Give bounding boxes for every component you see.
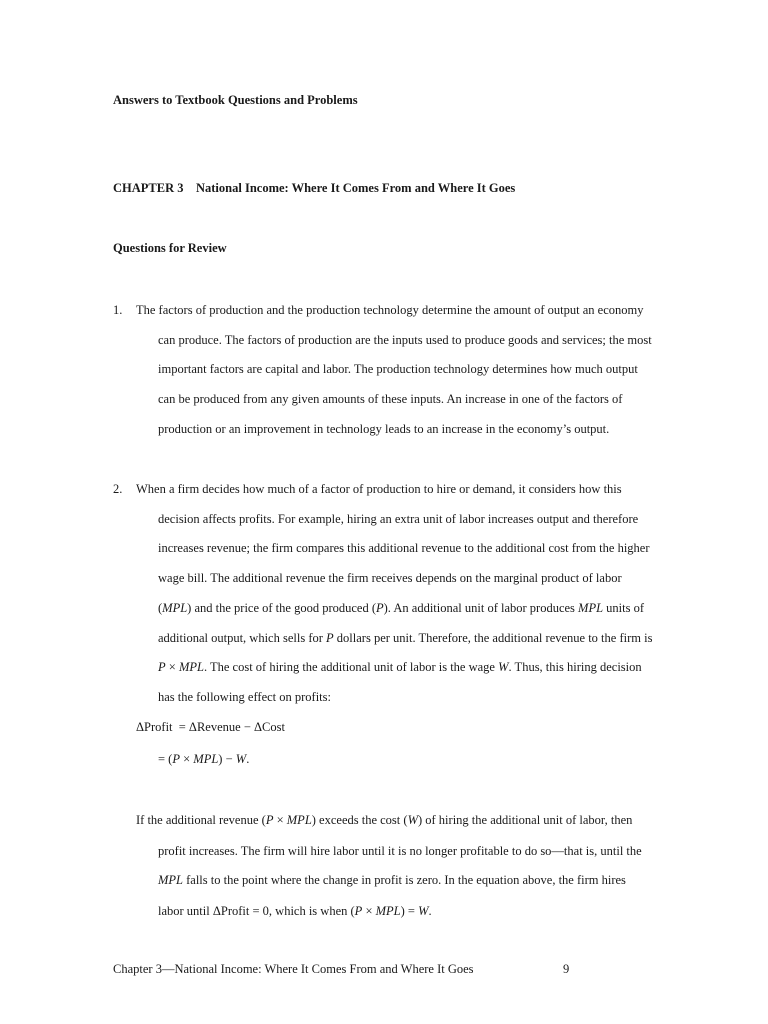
question-1-line: The factors of production and the production technology determine the amount of output an economy bbox=[136, 303, 644, 317]
review-heading: Questions for Review bbox=[113, 241, 227, 255]
question-2-line: has the following effect on profits: bbox=[158, 690, 331, 704]
question-2-line: profit increases. The firm will hire labor until it is no longer profitable to do so—that is, until the bbox=[158, 844, 642, 858]
question-2-line: additional output, which sells for P dollars per unit. Therefore, the additional revenue to the firm is bbox=[158, 631, 653, 645]
question-2-line: When a firm decides how much of a factor of production to hire or demand, it considers how this bbox=[136, 482, 622, 496]
profit-equation-line-1: ΔProfit = ΔRevenue − ΔCost bbox=[136, 720, 285, 734]
question-1-line: production or an improvement in technology leads to an increase in the economy’s output. bbox=[158, 422, 610, 436]
page-number: 9 bbox=[563, 962, 570, 976]
profit-equation-line-2: = (P × MPL) − W. bbox=[158, 752, 250, 766]
question-2-line: wage bill. The additional revenue the firm receives depends on the marginal product of labor bbox=[158, 571, 622, 585]
question-1-line: can produce. The factors of production are the inputs used to produce goods and services; the most bbox=[158, 333, 652, 347]
page-footer-title: Chapter 3—National Income: Where It Comes From and Where It Goes bbox=[113, 962, 474, 976]
question-1-number: 1. bbox=[113, 303, 123, 317]
question-2-number: 2. bbox=[113, 482, 123, 496]
question-2-line: labor until ΔProfit = 0, which is when (P × MPL) = W. bbox=[158, 904, 432, 918]
question-2-line: increases revenue; the firm compares this additional revenue to the additional cost from the higher bbox=[158, 541, 650, 555]
question-2-line: If the additional revenue (P × MPL) exceeds the cost (W) of hiring the additional unit of labor, then bbox=[136, 813, 633, 827]
question-1-line: important factors are capital and labor. The production technology determines how much output bbox=[158, 362, 638, 376]
question-1-line: can be produced from any given amounts of these inputs. An increase in one of the factors of bbox=[158, 392, 623, 406]
answers-heading: Answers to Textbook Questions and Problems bbox=[113, 93, 358, 107]
question-2-line: P × MPL. The cost of hiring the additional unit of labor is the wage W. Thus, this hiring decision bbox=[158, 660, 642, 674]
question-2-line: (MPL) and the price of the good produced (P). An additional unit of labor produces MPL units of bbox=[158, 601, 645, 615]
question-2-line: MPL falls to the point where the change in profit is zero. In the equation above, the firm hires bbox=[158, 873, 626, 887]
chapter-heading: CHAPTER 3 National Income: Where It Comes From and Where It Goes bbox=[113, 181, 516, 195]
question-2-line: decision affects profits. For example, hiring an extra unit of labor increases output and therefore bbox=[158, 512, 639, 526]
